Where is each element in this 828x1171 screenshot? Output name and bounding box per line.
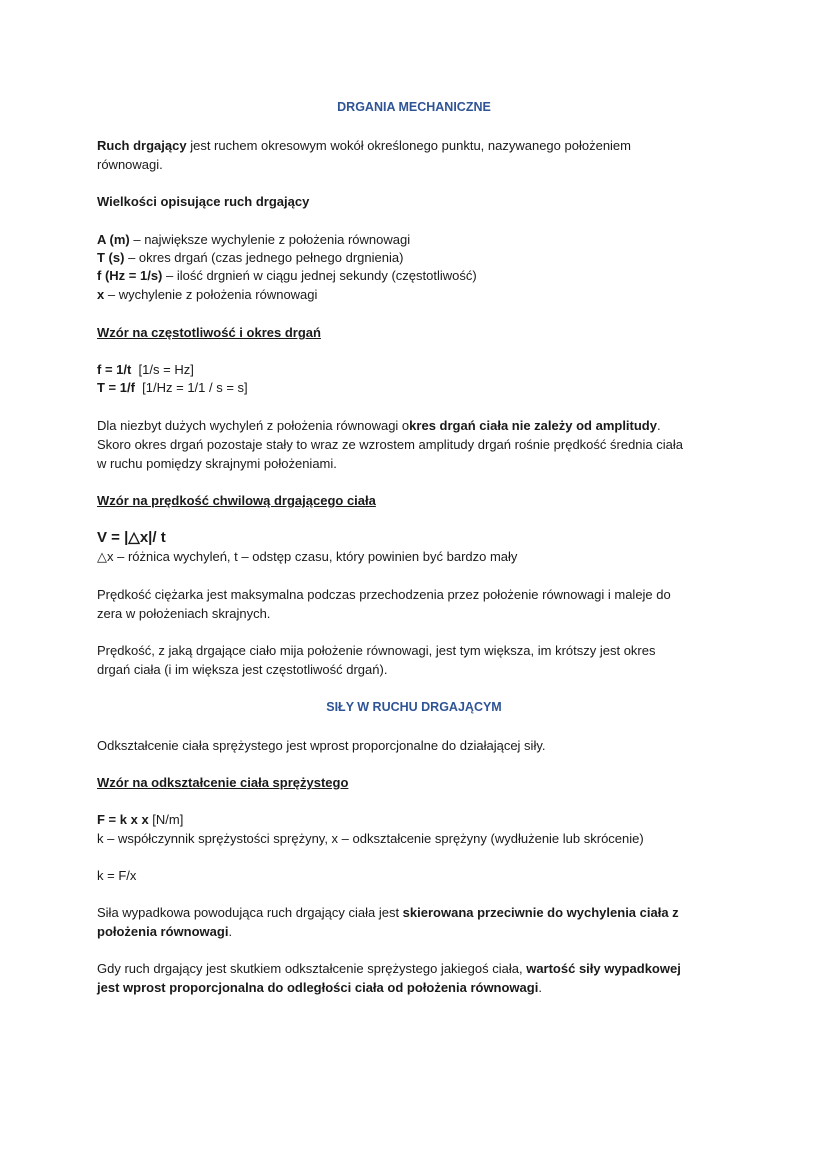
velocity-paragraph-line: Prędkość, z jaką drgające ciało mija położenie równowagi, jest tym większa, im krótszy jest okres: [97, 643, 656, 658]
unit: [1/Hz = 1/1 / s = s]: [134, 380, 248, 395]
term: T (s): [97, 250, 125, 265]
intro-text: jest ruchem okresowym wokół określonego punktu, nazywanego położeniem: [186, 138, 631, 153]
page-title: DRGANIA MECHANICZNE: [337, 100, 491, 114]
forces-title: SIŁY W RUCHU DRGAJĄCYM: [326, 700, 502, 714]
desc: – wychylenie z położenia równowagi: [104, 287, 318, 302]
force-paragraph-line: [97, 979, 542, 997]
formula: F = k x x: [97, 812, 149, 827]
velocity-paragraph-line: zera w położeniach skrajnych.: [97, 606, 271, 621]
unit: [1/s = Hz]: [131, 362, 194, 377]
text: Siła wypadkowa powodująca ruch drgający ciała jest: [97, 905, 403, 920]
term: f (Hz = 1/s): [97, 268, 163, 283]
quantities-heading: [97, 193, 309, 211]
desc: – okres drgań (czas jednego pełnego drgnienia): [124, 250, 404, 265]
bold-text: skierowana przeciwnie do wychylenia ciała z: [402, 905, 679, 920]
term: x: [97, 287, 105, 302]
formula: f = 1/t: [97, 362, 132, 377]
text: Dla niezbyt dużych wychyleń z położenia równowagi o: [97, 418, 410, 433]
quantity-item: [97, 267, 477, 285]
unit: [N/m]: [148, 812, 184, 827]
k-formula: k = F/x: [97, 868, 137, 883]
forces-paragraph: Odkształcenie ciała sprężystego jest wprost proporcjonalne do działającej siły.: [97, 738, 546, 753]
quantity-item: [97, 249, 403, 267]
heading-text: Wielkości opisujące ruch drgający: [97, 194, 310, 209]
text: Gdy ruch drgający jest skutkiem odkształcenie sprężystego jakiegoś ciała,: [97, 961, 527, 976]
hooke-formula: [97, 811, 183, 829]
desc: – ilość drgnień w ciągu jednej sekundy (częstotliwość): [162, 268, 477, 283]
velocity-formula: V = |△x|/ t: [97, 529, 166, 546]
period-formula: [97, 379, 248, 397]
velocity-paragraph-line: Prędkość ciężarka jest maksymalna podczas przechodzenia przez położenie równowagi i maleje do: [97, 587, 671, 602]
velocity-heading: Wzór na prędkość chwilową drgającego ciała: [97, 493, 376, 508]
term: A (m): [97, 232, 130, 247]
force-paragraph-line: [97, 960, 681, 978]
intro-line-2: równowagi.: [97, 157, 163, 172]
text: .: [656, 418, 661, 433]
intro-line-1: [97, 137, 631, 155]
freq-heading: Wzór na częstotliwość i okres drgań: [97, 325, 321, 340]
freq-formula: [97, 361, 194, 379]
quantity-item: [97, 231, 410, 249]
bold-text: wartość siły wypadkowej: [526, 961, 681, 976]
bold-text: jest wprost proporcjonalna do odległości ciała od położenia równowagi: [97, 980, 539, 995]
velocity-legend: △x – różnica wychyleń, t – odstęp czasu, który powinien być bardzo mały: [97, 549, 518, 564]
velocity-paragraph-line: drgań ciała (i im większa jest częstotliwość drgań).: [97, 662, 388, 677]
text: .: [538, 980, 542, 995]
force-paragraph-line: [97, 923, 232, 941]
bold-text: kres drgań ciała nie zależy od amplitudy: [409, 418, 657, 433]
quantity-item: [97, 286, 317, 304]
intro-bold: Ruch drgający: [97, 138, 187, 153]
freq-paragraph-line: [97, 417, 661, 435]
freq-paragraph-line: Skoro okres drgań pozostaje stały to wraz ze wzrostem amplitudy drgań rośnie prędkość średnia ciała: [97, 437, 683, 452]
force-paragraph-line: [97, 904, 679, 922]
desc: – największe wychylenie z położenia równowagi: [129, 232, 411, 247]
freq-paragraph-line: w ruchu pomiędzy skrajnymi położeniami.: [97, 456, 337, 471]
hooke-legend: k – współczynnik sprężystości sprężyny, x – odkształcenie sprężyny (wydłużenie lub skrócenie): [97, 831, 644, 846]
formula: T = 1/f: [97, 380, 135, 395]
elasticity-heading: Wzór na odkształcenie ciała sprężystego: [97, 775, 349, 790]
bold-text: położenia równowagi: [97, 924, 229, 939]
text: .: [228, 924, 233, 939]
